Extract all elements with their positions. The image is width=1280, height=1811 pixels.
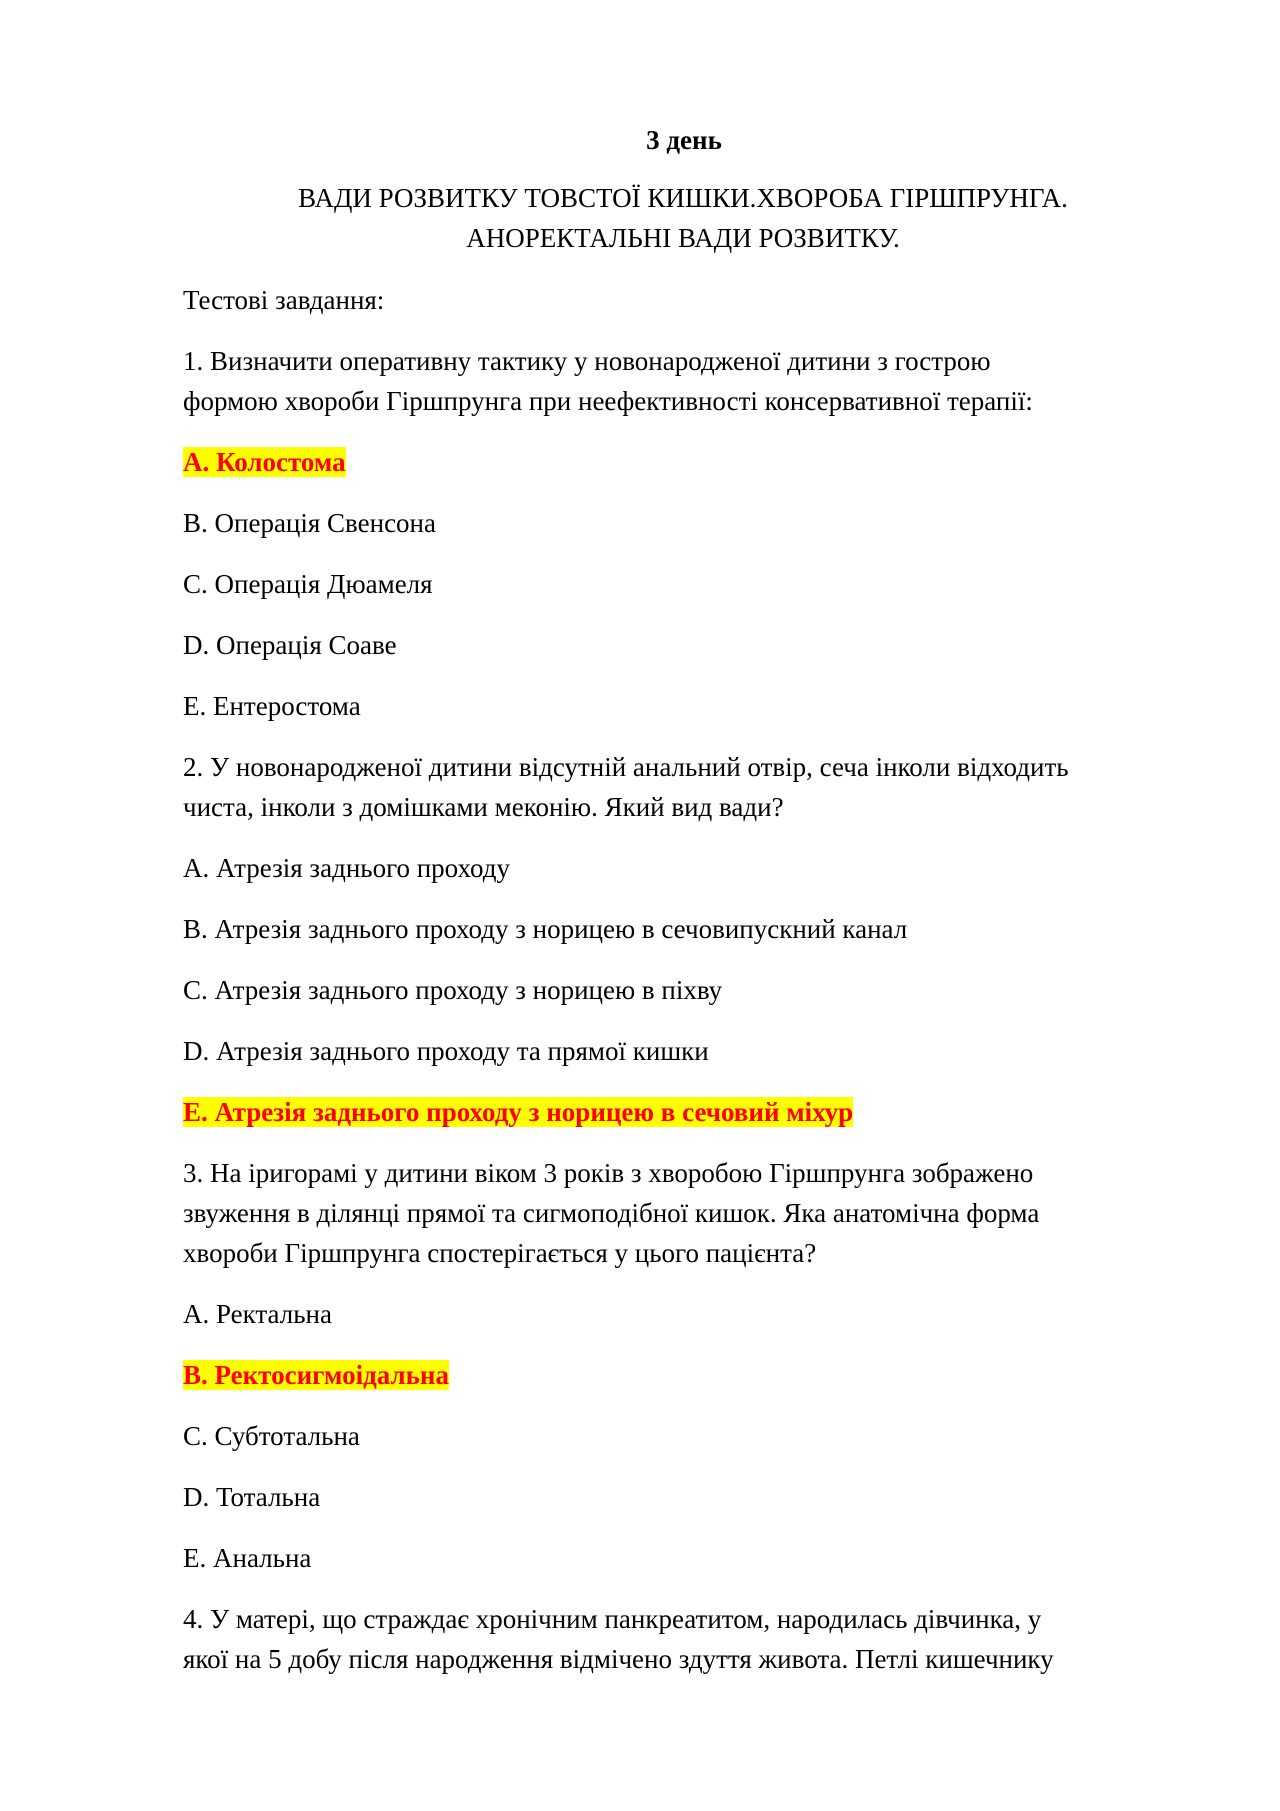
question-3-option-e: E. Анальна [183, 1543, 312, 1573]
question-line: хвороби Гіршпрунга спостерігається у цього пацієнта? [183, 1238, 817, 1268]
question-3-option-d: D. Тотальна [183, 1482, 321, 1512]
question-line: 2. У новонародженої дитини відсутній анальний отвір, сеча інколи відходить [183, 752, 1069, 782]
question-line: якої на 5 добу після народження відмічено здуття живота. Петлі кишечнику [183, 1644, 1054, 1674]
section-label: Тестові завдання: [183, 285, 385, 315]
question-2-option-d: D. Атрезія заднього проходу та прямої кишки [183, 1036, 709, 1066]
topic-title-line: ВАДИ РОЗВИТКУ ТОВСТОЇ КИШКИ.ХВОРОБА ГІРШПРУНГА. [298, 183, 1068, 213]
question-line: чиста, інколи з домішками меконію. Який вид вади? [183, 792, 784, 822]
question-3-option-b-correct [183, 1355, 1183, 1395]
question-4-text [183, 1599, 1183, 1679]
question-1-option-d: D. Операція Соаве [183, 630, 397, 660]
question-1-option-b: B. Операція Свенсона [183, 508, 436, 538]
question-line: 4. У матері, що страждає хронічним панкреатитом, народилась дівчинка, у [183, 1604, 1042, 1634]
question-2-text [183, 747, 1183, 827]
question-2-option-e-correct [183, 1092, 1183, 1132]
question-1-option-e: E. Ентеростома [183, 691, 361, 721]
question-line: 1. Визначити оперативну тактику у новонародженої дитини з гострою [183, 346, 991, 376]
answer-highlight: A. Колостома [183, 447, 346, 477]
topic-title-line: АНОРЕКТАЛЬНІ ВАДИ РОЗВИТКУ. [466, 223, 900, 253]
answer-highlight: E. Атрезія заднього проходу з норицею в сечовий міхур [183, 1097, 854, 1127]
question-line: 3. На іригорамі у дитини віком 3 років з хворобою Гіршпрунга зображено [183, 1158, 1034, 1188]
question-2-option-b: B. Атрезія заднього проходу з норицею в сечовипускний канал [183, 914, 908, 944]
question-1-text [183, 341, 1183, 421]
question-3-option-c: C. Субтотальна [183, 1421, 360, 1451]
day-title: 3 день [646, 125, 722, 155]
document-body [183, 120, 1183, 1700]
question-2-option-a: A. Атрезія заднього проходу [183, 853, 510, 883]
question-1-option-a-correct [183, 442, 1183, 482]
answer-highlight: B. Ректосигмоідальна [183, 1360, 449, 1390]
question-1-option-c: C. Операція Дюамеля [183, 569, 433, 599]
question-3-option-a: A. Ректальна [183, 1299, 332, 1329]
question-line: формою хвороби Гіршпрунга при неефективності консервативної терапії: [183, 386, 1033, 416]
question-2-option-c: C. Атрезія заднього проходу з норицею в піхву [183, 975, 723, 1005]
question-3-text [183, 1153, 1183, 1273]
topic-title [183, 178, 1183, 258]
question-line: звуження в ділянці прямої та сигмоподібної кишок. Яка анатомічна форма [183, 1198, 1040, 1228]
